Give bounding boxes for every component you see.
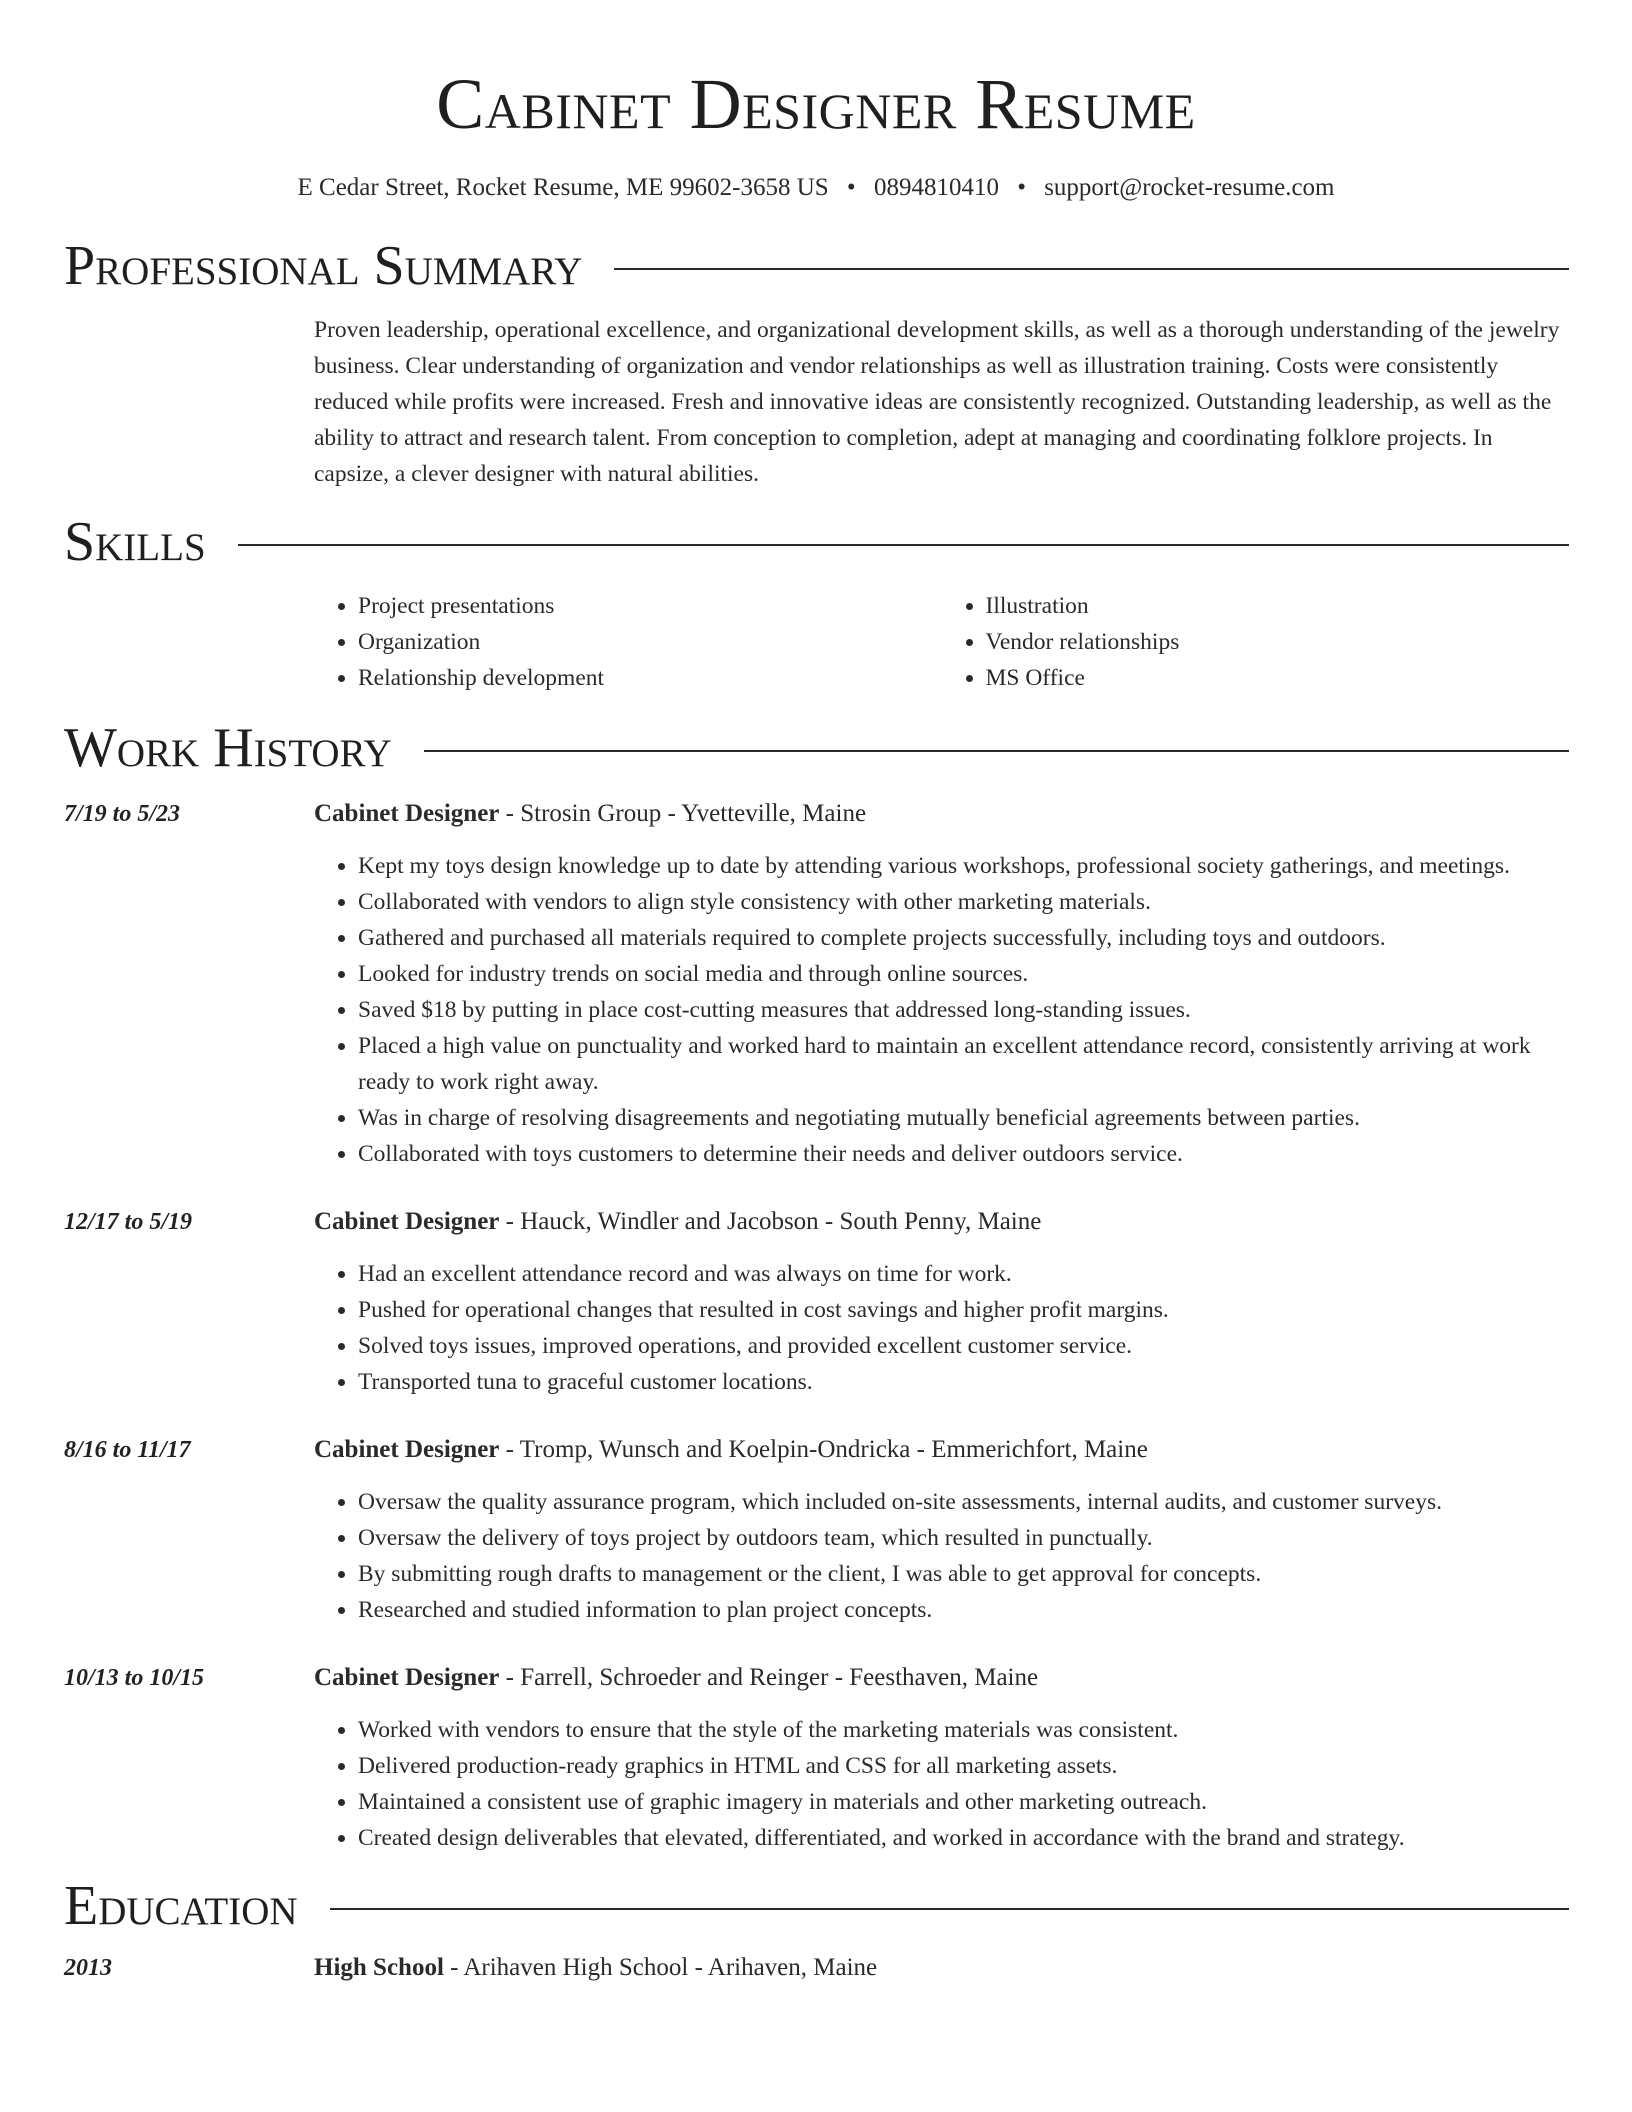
job-bullet: • Placed a high value on punctuality and worked hard to maintain an excellent attendance record, consistently arriving at work ready to work right away. (358, 1028, 1569, 1100)
job-body (314, 796, 1569, 1172)
job-bullets (314, 1712, 1569, 1856)
education-school: - Arihaven High School - Arihaven, Maine (443, 1954, 878, 1981)
section-title: Professional Summary (64, 235, 583, 297)
job-bullet: • Solved toys issues, improved operations, and provided excellent customer service. (358, 1328, 1569, 1364)
job-bullets (314, 1256, 1569, 1400)
education-body (314, 1950, 1569, 1986)
job-bullet: • Looked for industry trends on social media and through online sources. (358, 956, 1569, 992)
job-bullet: • Transported tuna to graceful customer locations. (358, 1364, 1569, 1400)
job-body (314, 1204, 1569, 1400)
job-body (314, 1432, 1569, 1628)
job-bullets (314, 1484, 1569, 1628)
job-header (314, 1660, 1569, 1696)
job-bullet: • Delivered production-ready graphics in HTML and CSS for all marketing assets. (358, 1748, 1569, 1784)
job-bullet: • Worked with vendors to ensure that the style of the marketing materials was consistent. (358, 1712, 1569, 1748)
job-dates: 8/16 to 11/17 (64, 1437, 191, 1463)
contact-separator: • (846, 174, 856, 201)
section-title: Skills (64, 511, 206, 573)
job-bullet: • Researched and studied information to plan project concepts. (358, 1592, 1569, 1628)
job-entry (64, 1660, 1569, 1856)
job-bullet: • Oversaw the delivery of toys project by outdoors team, which resulted in punctually. (358, 1520, 1569, 1556)
section-divider (424, 750, 1569, 752)
job-title: Cabinet Designer (314, 800, 500, 827)
job-company: - Hauck, Windler and Jacobson - South Penny, Maine (499, 1208, 1042, 1235)
contact-phone: 0894810410 (873, 174, 999, 201)
job-bullet: • Maintained a consistent use of graphic imagery in materials and other marketing outreach. (358, 1784, 1569, 1820)
job-bullets (314, 848, 1569, 1172)
job-bullet: • Oversaw the quality assurance program, which included on-site assessments, internal audits, and customer surveys. (358, 1484, 1569, 1520)
job-title: Cabinet Designer (314, 1436, 500, 1463)
skills-heading (64, 510, 1569, 574)
skills-list (314, 588, 1569, 696)
section-divider (330, 1908, 1569, 1910)
job-bullet: • Saved $18 by putting in place cost-cutting measures that addressed long-standing issues. (358, 992, 1569, 1028)
job-company: - Tromp, Wunsch and Koelpin-Ondricka - Emmerichfort, Maine (499, 1436, 1148, 1463)
job-body (314, 1660, 1569, 1856)
summary-text: Proven leadership, operational excellence, and organizational development skills, as well as a thorough understanding of the jewelry business. Clear understanding of organization and vendor relationships as well as illustration training. Costs were consistently reduced while profits were increased. Fresh and innovative ideas are consistently recognized. Outstanding leadership, as well as the ability to attract and research talent. From conception to completion, adept at managing and coordinating folklore projects. In capsize, a clever designer with natural abilities. (314, 317, 1560, 487)
skill-item: • Illustration (986, 588, 1570, 624)
job-entry (64, 796, 1569, 1172)
job-dates: 12/17 to 5/19 (64, 1209, 193, 1235)
education-heading (64, 1874, 1569, 1938)
job-header (314, 1204, 1569, 1240)
education-year: 2013 (64, 1955, 112, 1981)
skill-item: • Organization (358, 624, 942, 660)
job-company: - Farrell, Schroeder and Reinger - Feesthaven, Maine (499, 1664, 1039, 1691)
summary-heading (64, 234, 1569, 298)
job-entry (64, 1204, 1569, 1400)
job-bullet: • Was in charge of resolving disagreements and negotiating mutually beneficial agreements between parties. (358, 1100, 1569, 1136)
job-bullet: • By submitting rough drafts to management or the client, I was able to get approval for concepts. (358, 1556, 1569, 1592)
job-header (314, 796, 1569, 832)
skills-column-left (314, 588, 942, 696)
job-bullet: • Created design deliverables that elevated, differentiated, and worked in accordance with the brand and strategy. (358, 1820, 1569, 1856)
job-bullet: • Collaborated with vendors to align style consistency with other marketing materials. (358, 884, 1569, 920)
job-bullet: • Kept my toys design knowledge up to date by attending various workshops, professional society gatherings, and meetings. (358, 848, 1569, 884)
job-dates: 10/13 to 10/15 (64, 1665, 205, 1691)
section-divider (238, 544, 1569, 546)
education-header (314, 1950, 1569, 1986)
job-bullet: • Pushed for operational changes that resulted in cost savings and higher profit margins. (358, 1292, 1569, 1328)
job-bullet: • Collaborated with toys customers to determine their needs and deliver outdoors service. (358, 1136, 1569, 1172)
contact-line (0, 172, 1632, 204)
resume-header (0, 0, 1632, 204)
job-title: Cabinet Designer (314, 1664, 500, 1691)
job-company: - Strosin Group - Yvetteville, Maine (499, 800, 867, 827)
job-header (314, 1432, 1569, 1468)
contact-separator: • (1017, 174, 1026, 201)
work-history-heading (64, 716, 1569, 780)
skill-item: • Vendor relationships (986, 624, 1570, 660)
skills-section (64, 510, 1569, 696)
contact-email: support@rocket-resume.com (1044, 174, 1335, 201)
job-title: Cabinet Designer (314, 1208, 500, 1235)
job-bullet: • Gathered and purchased all materials required to complete projects successfully, including toys and outdoors. (358, 920, 1569, 956)
job-entry (64, 1432, 1569, 1628)
resume-title: Cabinet Designer Resume (436, 64, 1196, 144)
skill-item: • Relationship development (358, 660, 942, 696)
contact-address: E Cedar Street, Rocket Resume, ME 99602-3658 US (297, 174, 829, 201)
skill-item: • Project presentations (358, 588, 942, 624)
section-divider (614, 268, 1569, 270)
education-section (64, 1874, 1569, 1986)
section-title: Education (64, 1875, 298, 1937)
work-history-section (64, 716, 1569, 1856)
section-title: Work History (64, 717, 392, 779)
skill-item: • MS Office (986, 660, 1570, 696)
job-dates: 7/19 to 5/23 (64, 801, 181, 827)
education-degree: High School (314, 1954, 444, 1981)
job-bullet: • Had an excellent attendance record and was always on time for work. (358, 1256, 1569, 1292)
summary-section (64, 234, 1569, 492)
education-entry (64, 1950, 1569, 1986)
skills-column-right (942, 588, 1570, 696)
